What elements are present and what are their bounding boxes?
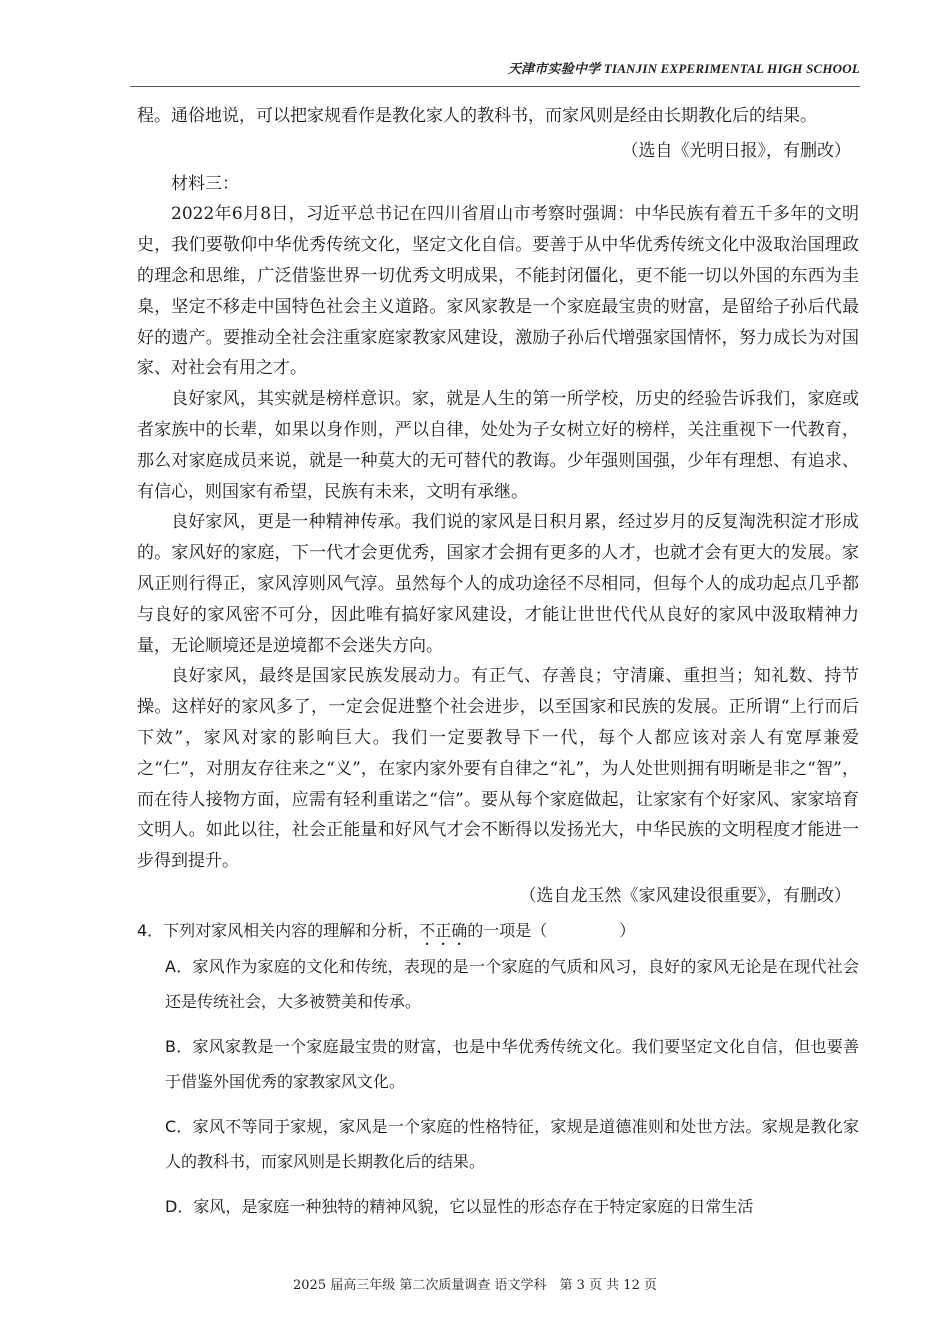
header-divider	[130, 86, 860, 87]
material3-title: 材料三：	[171, 173, 239, 194]
material2-source: （选自《光明日报》，有删改）	[621, 140, 851, 161]
page-content	[137, 101, 859, 1224]
material3-paragraph: 良好家风，更是一种精神传承。我们说的家风是日积月累，经过岁月的反复淘洗积淀才形成的。家风好的家庭，下一代才会更优秀，国家才会拥有更多的人才，也就才会有更大的发展。家风正则行得正，家风淳则风气淳。虽然每个人的成功途径不尽相同，但每个人的成功起点几乎都与良好的家风密不可分，因此唯有搞好家风建设，才能让世世代代从良好的家风中汲取精神力量，无论顺境还是逆境都不会迷失方向。	[137, 512, 859, 656]
material3-paragraph: 良好家风，最终是国家民族发展动力。有正气、存善良；守清廉、重担当；知礼数、持节操。这样好的家风多了，一定会促进整个社会进步，以至国家和民族的发展。正所谓“上行而后下效”，家风对家的影响巨大。我们一定要教导下一代，每个人都应该对亲人有宽厚兼爱之“仁”，对朋友存往来之“义”，在家内家外要有自律之“礼”，为人处世则拥有明晰是非之“智”，而在待人接物方面，应需有轻利重诺之“信”。要从每个家庭做起，让家家有个好家风、家家培育文明人。如此以往，社会正能量和好风气才会不断得以发扬光大，中华民族的文明程度才能进一步得到提升。	[137, 666, 859, 872]
question-4-stem	[137, 916, 859, 949]
option-d: D．家风，是家庭一种独特的精神风貌，它以显性的形态存在于特定家庭的日常生活	[165, 1196, 754, 1216]
question-suffix: 的一项是（	[467, 920, 548, 940]
material3-source: （选自龙玉然《家风建设很重要》，有删改）	[519, 885, 851, 906]
question-close: ）	[619, 920, 636, 940]
option-c: C．家风不等同于家规，家风是一个家庭的性格特征，家规是道德准则和处世方法。家规是教化家人的教科书，而家风则是长期教化后的结果。	[165, 1116, 859, 1171]
material3-paragraph: 良好家风，其实就是榜样意识。家，就是人生的第一所学校，历史的经验告诉我们，家庭或者家族中的长辈，如果以身作则，严以自律，处处为子女树立好的榜样，关注重视下一代教育，那么对家庭成员来说，就是一种莫大的无可替代的教诲。少年强则国强，少年有理想、有追求、有信心，则国家有希望，民族有未来，文明有承继。	[137, 389, 859, 502]
question-prefix: 4．下列对家风相关内容的理解和分析，	[137, 920, 420, 940]
option-b: B．家风家教是一个家庭最宝贵的财富，也是中华优秀传统文化。我们要坚定文化自信，但也要善于借鉴外国优秀的家教家风文化。	[165, 1036, 859, 1091]
school-header: 天津市实验中学 TIANJIN EXPERIMENTAL HIGH SCHOOL	[507, 61, 860, 76]
material2-tail: 程。通俗地说，可以把家规看作是教化家人的教科书，而家风则是经由长期教化后的结果。	[137, 106, 817, 126]
page-footer: 2025 届高三年级 第二次质量调查 语文学科 第 3 页 共 12 页	[293, 1278, 657, 1293]
option-a: A．家风作为家庭的文化和传统，表现的是一个家庭的气质和风习，良好的家风无论是在现代社会还是传统社会，大多被赞美和传承。	[165, 956, 859, 1011]
question-emphasis: 不正确	[419, 920, 468, 940]
material3-paragraph: 2022年6月8日，习近平总书记在四川省眉山市考察时强调：中华民族有着五千多年的文明史，我们要敬仰中华优秀传统文化，坚定文化自信。要善于从中华优秀传统文化中汲取治国理政的理念和思维，广泛借鉴世界一切优秀文明成果，不能封闭僵化，更不能一切以外国的东西为圭臬，坚定不移走中国特色社会主义道路。家风家教是一个家庭最宝贵的财富，是留给子孙后代最好的遗产。要推动全社会注重家庭家教家风建设，激励子孙后代增强家国情怀，努力成长为对国家、对社会有用之才。	[137, 204, 859, 379]
